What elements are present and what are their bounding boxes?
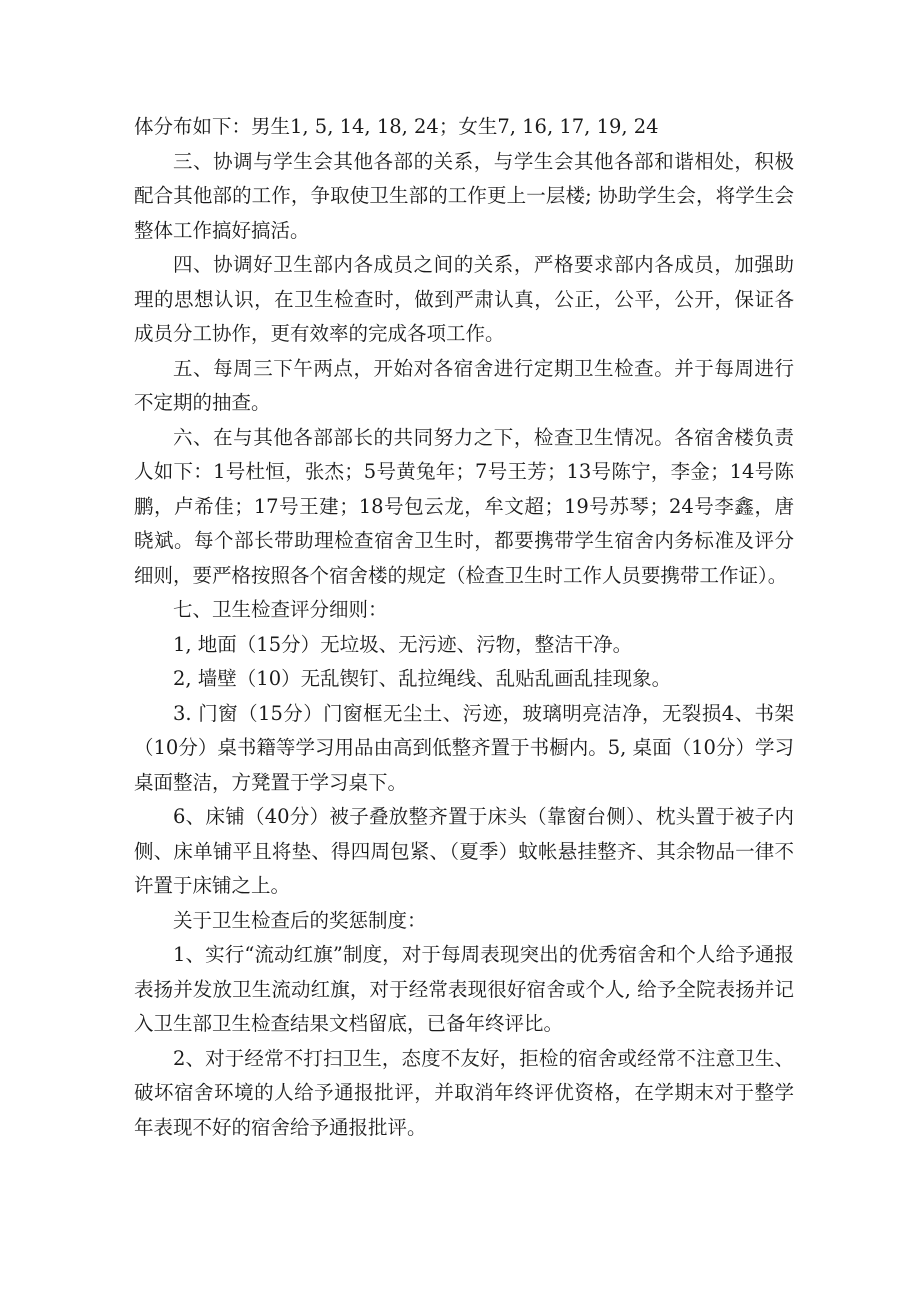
rule-bed: 6、床铺（40分）被子叠放整齐置于床头（靠窗台侧）、枕头置于被子内侧、床单铺平且将垫、得四周包紧、（夏季）蚊帐悬挂整齐、其余物品一律不许置于床铺之上。 — [134, 805, 794, 897]
rule-wall: 2, 墙壁（10）无乱锲钉、乱拉绳线、乱贴乱画乱挂现象。 — [173, 667, 672, 690]
rule-doors-windows: 3. 门窗（15分）门窗框无尘土、污迹，玻璃明亮洁净，无裂损4、书架（10分）桌书籍等学习用品由高到低整齐置于书橱内。5, 桌面（10分）学习桌面整洁，方凳置于学习桌下。 — [134, 701, 794, 794]
reward-rule-2: 2、对于经常不打扫卫生，态度不友好，拒检的宿舍或经常不注意卫生、破坏宿舍环境的人给予通报批评，并取消年终评优资格，在学期末对于整学年表现不好的宿舍给予通报批评。 — [134, 1046, 794, 1139]
paragraph-7-heading: 七、卫生检查评分细则： — [173, 598, 388, 621]
paragraph-6: 六、在与其他各部部长的共同努力之下，检查卫生情况。各宿舍楼负责人如下：1号杜恒，张杰；5号黄兔年；7号王芳；13号陈宁，李金；14号陈鹏，卢希佳；17号王建；18号包云龙，牟文超；19号苏琴；24号李鑫，唐晓斌。每个部长带助理检查宿舍卫生时，都要携带学生宿舍内务标准及评分细则，要严格按照各个宿舍楼的规定（检查卫生时工作人员要携带工作证）。 — [134, 425, 794, 587]
paragraph-5: 五、每周三下午两点，开始对各宿舍进行定期卫生检查。并于每周进行不定期的抽查。 — [134, 356, 794, 414]
rewards-heading: 关于卫生检查后的奖惩制度： — [173, 908, 427, 932]
reward-rule-1: 1、实行“流动红旗”制度，对于每周表现突出的优秀宿舍和个人给予通报表扬并发放卫生流动红旗，对于经常表现很好宿舍或个人, 给予全院表扬并记入卫生部卫生检查结果文档留底，已备年终评比。 — [134, 943, 794, 1035]
document-body — [134, 110, 794, 1145]
paragraph-3: 三、协调与学生会其他各部的关系，与学生会其他各部和谐相处，积极配合其他部的工作，争取使卫生部的工作更上一层楼; 协助学生会，将学生会整体工作搞好搞活。 — [134, 149, 794, 242]
paragraph-distribution: 体分布如下：男生1, 5, 14, 18, 24；女生7, 16, 17, 19, 24 — [134, 115, 659, 138]
rule-floor: 1, 地面（15分）无垃圾、无污迹、污物，整洁干净。 — [173, 632, 633, 656]
paragraph-4: 四、协调好卫生部内各成员之间的关系，严格要求部内各成员，加强助理的思想认识，在卫生检查时，做到严肃认真，公正，公平，公开，保证各成员分工协作，更有效率的完成各项工作。 — [134, 253, 794, 345]
